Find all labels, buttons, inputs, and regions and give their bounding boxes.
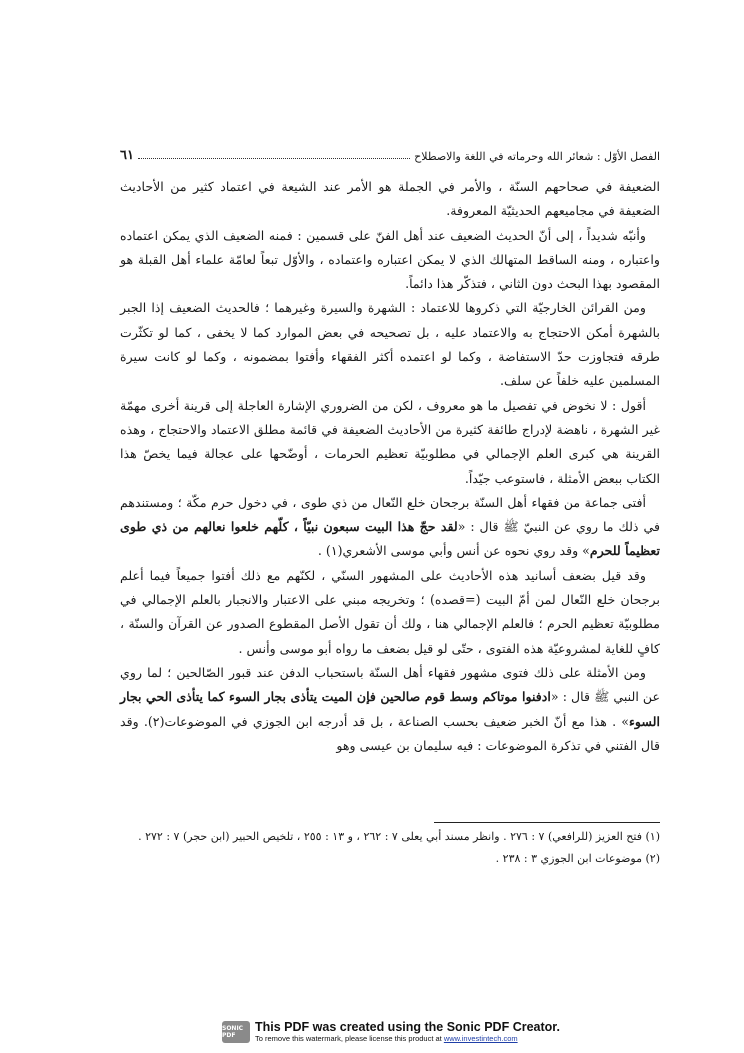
paragraph-5 (120, 491, 660, 564)
hadith-quote-1: لقد حجّ هذا البيت سبعون نبيّاً ، كلّهم خلعوا نعالهم من ذي طوى تعظيماً للحرم (120, 519, 660, 559)
footnote-separator (434, 822, 660, 823)
paragraph-7 (120, 661, 660, 758)
paragraph-4: أقول : لا نخوض في تفصيل ما هو معروف ، لكن من الضروري الإشارة العاجلة إلى قرينة أخرى مهمّة غير الشهرة ، ناهضة لإدراج طائفة كثيرة من الأحاديث الضعيفة في قائمة مطلق الاعتماد والاحتجاج ، وهذه القرينة هي كبرى العلم الإجمالي في مطلوبيّة تعظيم الحرمات ، أوضّحها على عجالة فيما يخصّ هذا الكتاب ببعض الأمثلة ، فاستوعب جيّداً. (120, 397, 660, 486)
footnote-2: (٢) موضوعات ابن الجوزي ٣ : ٢٣٨ . (495, 852, 660, 865)
paragraph-5-text-a: أفتى جماعة من فقهاء أهل السنّة برجحان خلع النّعال من ذي طوى ، في دخول حرم مكّة ؛ ومستندهم في ذلك ما روي عن النبيّ ﷺ قال : « (120, 494, 660, 535)
body-text (120, 175, 660, 758)
header-leader-dots (138, 157, 410, 159)
footnotes (120, 826, 660, 870)
watermark-line-2-prefix: To remove this watermark, please license this product at (255, 1033, 444, 1043)
sonic-pdf-logo-icon: SONIC PDF (222, 1021, 250, 1043)
watermark (222, 1019, 560, 1045)
paragraph-6: وقد قيل بضعف أسانيد هذه الأحاديث على المشهور السنّي ، لكنّهم مع ذلك أفتوا جميعاً فيما أعلم برجحان خلع النّعال لمن أمّ البيت (=قصده) ؛ وتخريجه مبني على الاعتبار والانجبار بالعلم الإجمالي في مطلوبيّة تعظيم الحرم ؛ فالعلم الإجمالي هنا ، ولك أن تقول الأصل المقطوع الصدور عن القرآن والسنّة ، كافٍ للغاية لمشروعيّة هذه الفتوى ، حتّى لو قيل بضعف ما رواه أبو موسى وأنس . (120, 567, 660, 656)
watermark-line-2 (255, 1034, 560, 1044)
paragraph-1: الضعيفة في صحاحهم السنّة ، والأمر في الجملة هو الأمر عند الشيعة في اعتماد كثير من الأحاديث الضعيفة في مجاميعهم الحديثيّة المعروفة. (120, 179, 660, 219)
paragraph-3: ومن القرائن الخارجيّة التي ذكروها للاعتماد : الشهرة والسيرة وغيرهما ؛ فالحديث الضعيف إذا الجبر بالشهرة أمكن الاحتجاج به والاعتماد عليه ، بل تصحيحه في بعض الموارد كما لا يخفى ، كما لو تكثّرت طرقه فتجاوزت حدّ الاستفاضة ، وكما لو اعتمده أكثر الفقهاء وأفتوا بمضمونه ، وكما لو كانت سيرة المسلمين عليه خلفاً عن سلف. (120, 300, 660, 389)
hadith-quote-2: ادفنوا موتاكم وسط قوم صالحين فإن الميت يتأذى بجار السوء كما يتأذى الحي بجار السوء (120, 689, 660, 729)
watermark-line-1: This PDF was created using the Sonic PDF Creator. (255, 1019, 560, 1034)
page-number: ٦١ (120, 148, 134, 163)
footnote-1: (١) فتح العزيز (للرافعي) ٧ : ٢٧٦ . وانظر مسند أبي يعلى ٧ : ٢٦٢ ، و ١٣ : ٢٥٥ ، تلخيص الحبير (ابن حجر) ٧ : ٢٧٢ . (138, 830, 660, 843)
paragraph-5-text-b: » وقد روي نحوه عن أنس وأبي موسى الأشعري(١) . (317, 543, 590, 559)
running-header (120, 141, 660, 163)
running-title: الفصل الأوّل : شعائر الله وحرماته في اللغة والاصطلاح (414, 150, 660, 163)
paragraph-7-text-a: ومن الأمثلة على ذلك فتوى مشهور فقهاء أهل السنّة باستحباب الدفن عند قبور الصّالحين ؛ لما روي عن النبي ﷺ قال : « (120, 664, 660, 705)
watermark-link[interactable]: www.investintech.com (443, 1033, 518, 1043)
paragraph-7-text-b: » . هذا مع أنّ الخبر ضعيف بحسب الصناعة ، بل قد أدرجه ابن الجوزي في الموضوعات(٢). وقد قال الفتني في تذكرة الموضوعات : فيه سليمان بن عيسى وهو (120, 713, 660, 753)
paragraph-2: وأنبّه شديداً ، إلى أنّ الحديث الضعيف عند أهل الفنّ على قسمين : فمنه الضعيف الذي يمكن اعتماده واعتباره ، ومنه الساقط المتهالك الذي لا يمكن اعتباره واعتماده ، والأوّل تبعاً لعامّة علماء أهل القبلة هو المقصود بهذا البحث دون الثاني ، فتذكّر هذا دائماً. (120, 227, 660, 292)
